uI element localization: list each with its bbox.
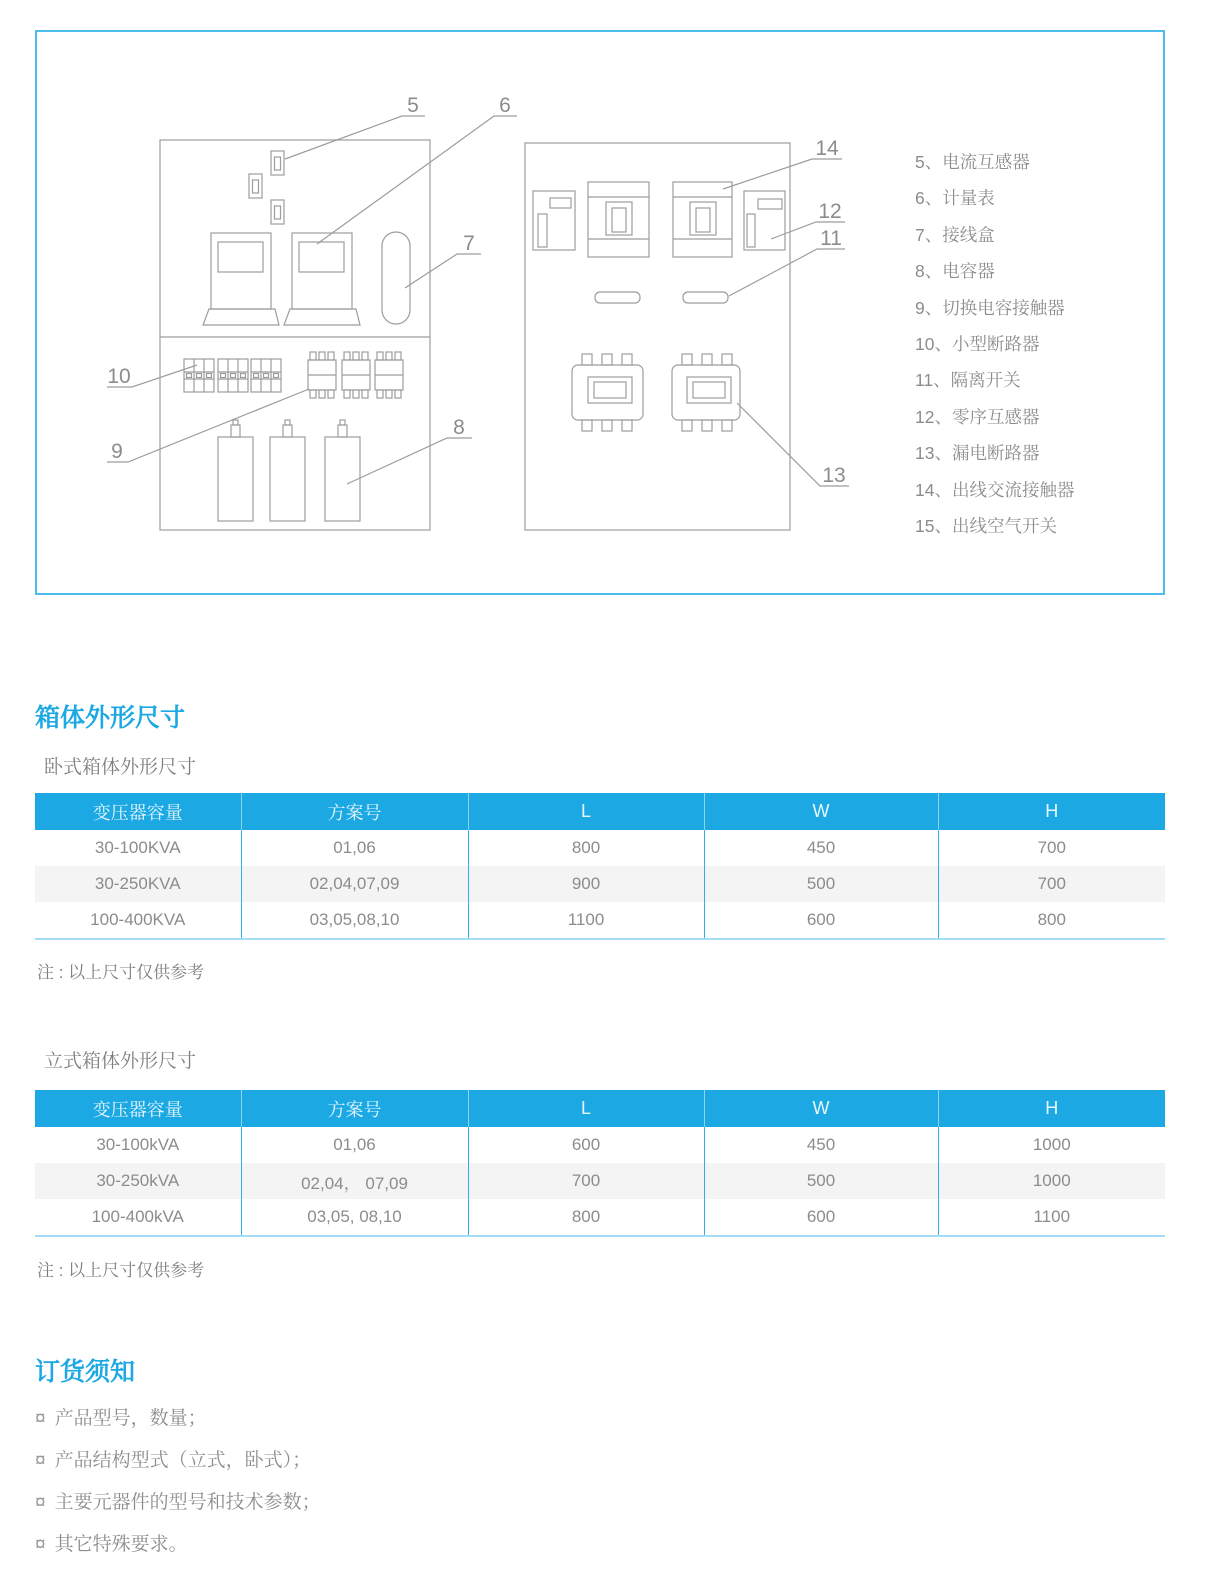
column-header-scheme: 方案号	[241, 793, 468, 830]
table-cell: 01,06	[241, 1127, 468, 1163]
legend-item: 13、漏电断路器	[915, 443, 1040, 464]
air-switch-icon	[533, 191, 575, 250]
callout-12: 12	[818, 200, 842, 223]
legend-item: 8、电容器	[915, 261, 995, 282]
table-cell: 03,05,08,10	[241, 902, 468, 939]
callout-5: 5	[407, 94, 419, 117]
ordering-item	[35, 1450, 735, 1472]
legend-item: 14、出线交流接触器	[915, 479, 1075, 500]
callout-9: 9	[111, 440, 123, 463]
diagram-legend	[915, 144, 1155, 544]
vertical-dimensions-table	[35, 1090, 1165, 1237]
column-header-scheme: 方案号	[241, 1090, 468, 1127]
bullet-icon: ¤	[35, 1408, 46, 1429]
callout-6: 6	[499, 94, 511, 117]
table-cell: 600	[468, 1127, 704, 1163]
ordering-item-text: 主要元器件的型号和技术参数；	[54, 1492, 321, 1513]
table-header-row	[35, 1090, 1165, 1127]
zero-sequence-ct-icon	[744, 191, 785, 250]
legend-item: 11、隔离开关	[915, 370, 1021, 391]
horizontal-dimensions-table	[35, 793, 1165, 940]
legend-item: 15、出线空气开关	[915, 516, 1057, 537]
current-transformer-icon	[249, 151, 284, 224]
table-cell: 500	[704, 866, 938, 902]
legend-item: 12、零序互感器	[915, 406, 1040, 427]
table-cell: 1000	[1032, 1171, 1071, 1190]
meter-icon	[203, 233, 360, 325]
bullet-icon: ¤	[35, 1534, 46, 1555]
subtitle-vertical: 立式箱体外形尺寸	[44, 1051, 197, 1072]
capacitor-icon	[218, 420, 360, 521]
leakage-breaker-icon	[572, 354, 740, 431]
table-cell: 30-100kVA	[35, 1127, 241, 1163]
ordering-item	[35, 1408, 735, 1430]
column-header-l: L	[468, 793, 704, 830]
table-cell: 01,06	[241, 830, 468, 866]
bullet-icon: ¤	[35, 1492, 46, 1513]
outgoing-contactor-icon	[588, 182, 732, 257]
column-header-h: H	[938, 793, 1165, 830]
table-row	[35, 830, 1165, 866]
table-header-row	[35, 793, 1165, 830]
table-cell: 500	[704, 1163, 938, 1199]
section-title-ordering: 订货须知	[35, 1358, 136, 1386]
ordering-item	[35, 1492, 735, 1514]
table-cell: 600	[704, 902, 938, 939]
isolating-switch-icon	[595, 292, 728, 303]
table-row	[35, 1163, 1165, 1199]
table-cell: 700	[1037, 838, 1066, 857]
table-cell: 03,05, 08,10	[241, 1199, 468, 1236]
callout-14: 14	[815, 137, 839, 160]
column-header-w: W	[704, 1090, 938, 1127]
mini-breaker-icon	[184, 359, 281, 392]
ordering-item-text: 其它特殊要求。	[54, 1534, 188, 1555]
table-cell: 800	[468, 1199, 704, 1236]
callout-8: 8	[453, 416, 465, 439]
table-cell: 02,04， 07,09	[241, 1163, 468, 1199]
table-row	[35, 902, 1165, 939]
capacitor-contactor-icon	[308, 352, 403, 398]
section-title-dimensions: 箱体外形尺寸	[35, 704, 186, 732]
column-header-l: L	[468, 1090, 704, 1127]
callout-leaders	[107, 116, 849, 486]
table-cell: 450	[704, 1127, 938, 1163]
junction-box-icon	[382, 232, 410, 324]
ordering-item	[35, 1534, 735, 1556]
legend-item: 6、计量表	[915, 188, 995, 209]
callout-11: 11	[820, 227, 842, 250]
left-cabinet	[160, 140, 430, 530]
callout-13: 13	[822, 464, 846, 487]
table-row	[35, 1199, 1165, 1236]
callout-7: 7	[463, 232, 475, 255]
table-cell: 100-400kVA	[35, 1199, 241, 1236]
subtitle-horizontal: 卧式箱体外形尺寸	[44, 757, 197, 778]
callout-numbers	[107, 94, 845, 487]
callout-10: 10	[107, 365, 131, 388]
table-cell: 30-250kVA	[35, 1163, 241, 1199]
column-header-capacity: 变压器容量	[35, 793, 241, 830]
table-cell: 800	[938, 902, 1165, 939]
legend-item: 10、小型断路器	[915, 334, 1040, 355]
bullet-icon: ¤	[35, 1450, 46, 1471]
legend-item: 9、切换电容接触器	[915, 297, 1065, 318]
ordering-section	[35, 1352, 735, 1576]
table-cell: 1100	[468, 902, 704, 939]
table-row	[35, 866, 1165, 902]
table-cell: 30-100KVA	[35, 830, 241, 866]
column-header-capacity: 变压器容量	[35, 1090, 241, 1127]
table-row	[35, 1127, 1165, 1163]
legend-item: 5、电流互感器	[915, 152, 1030, 172]
table-cell: 1100	[938, 1199, 1165, 1236]
legend-item: 7、接线盒	[915, 224, 995, 245]
table-cell: 30-250KVA	[35, 866, 241, 902]
note-vertical: 注 : 以上尺寸仅供参考	[37, 1261, 205, 1280]
table-cell: 02,04,07,09	[241, 866, 468, 902]
table-cell: 900	[468, 866, 704, 902]
table-cell: 700	[468, 1163, 704, 1199]
cabinet-layout-diagram	[37, 32, 912, 593]
ordering-item-text: 产品型号，数量；	[54, 1408, 207, 1429]
table-cell: 100-400KVA	[35, 902, 241, 939]
table-cell: 450	[704, 830, 938, 866]
right-cabinet	[525, 143, 790, 530]
table-cell: 800	[468, 830, 704, 866]
note-horizontal: 注 : 以上尺寸仅供参考	[37, 963, 205, 982]
column-header-w: W	[704, 793, 938, 830]
column-header-h: H	[938, 1090, 1165, 1127]
table-cell: 600	[704, 1199, 938, 1236]
table-cell: 1000	[1032, 1135, 1071, 1154]
layout-diagram-panel	[35, 30, 1165, 595]
table-cell: 700	[1037, 874, 1066, 893]
ordering-item-text: 产品结构型式（立式，卧式）；	[54, 1450, 312, 1471]
